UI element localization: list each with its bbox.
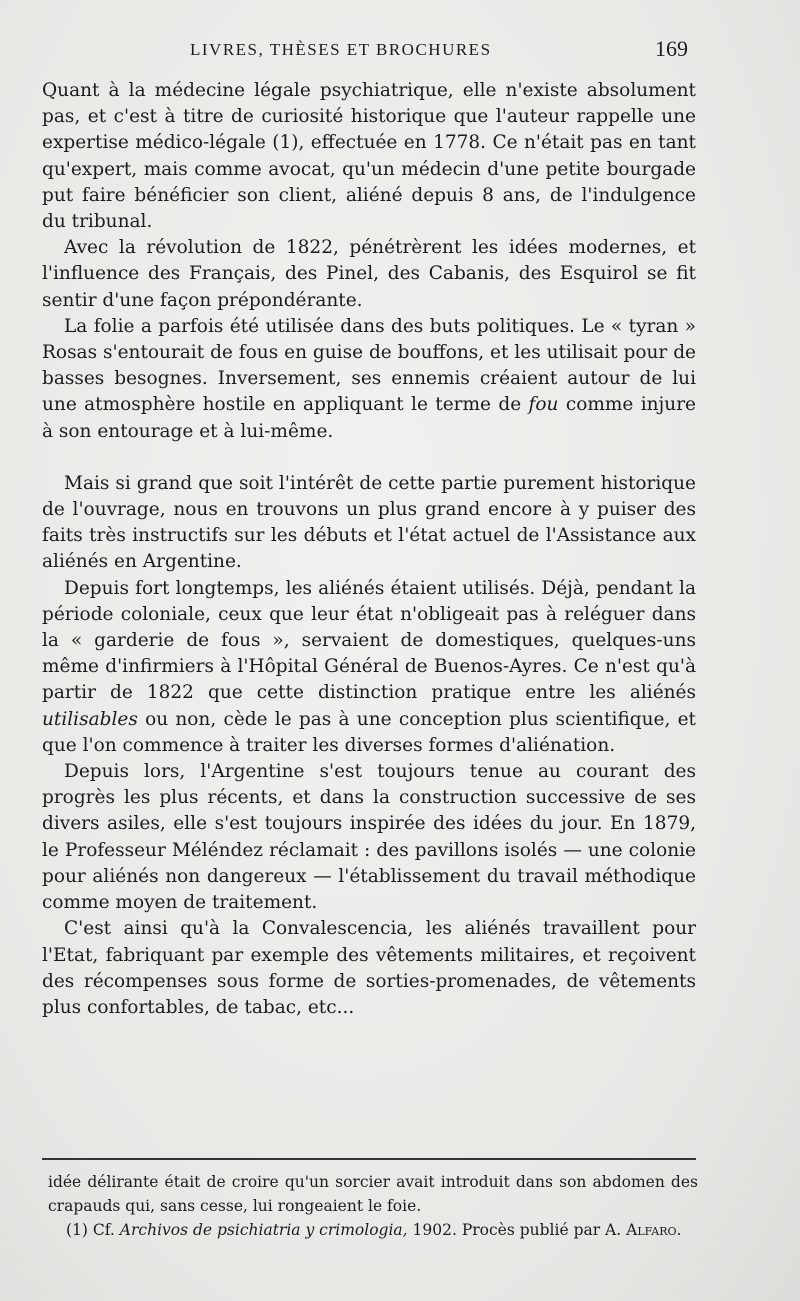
italic-term: utilisables [42, 708, 138, 730]
footnote-marker: (1) Cf. [66, 1221, 115, 1239]
footnote-text: 1902. Procès publié par A. [412, 1221, 622, 1239]
paragraph: Mais si grand que soit l'intérêt de cette partie purement historique de l'ouvrage, nous en trouvons un plus grand encore à y puiser des faits très instructifs sur les débuts et l'état actuel de l'Assistance aux aliénés en Argentine. [42, 472, 696, 573]
paragraph: C'est ainsi qu'à la Convalescencia, les aliénés travaillent pour l'Etat, fabriquant par exemple des vêtements militaires, et reçoivent des récompenses sous forme de sorties-promenades, de vêtements plus confortables, de tabac, etc... [42, 918, 696, 1018]
footnotes [48, 1170, 698, 1242]
footnote-continued: idée délirante était de croire qu'un sorcier avait introduit dans son abdomen des crapauds qui, sans cesse, lui rongeaient le foie. [48, 1173, 698, 1215]
paragraph: Depuis lors, l'Argentine s'est toujours tenue au courant des progrès les plus récents, et dans la construction successive de ses divers asiles, elle s'est toujours inspirée des idées du jour. En 1879, le Professeur Méléndez réclamait : des pavillons isolés — une colonie pour aliénés non dangereux — l'établissement du travail méthodique comme moyen de traitement. [42, 761, 696, 914]
footnote-title: Archivos de psichiatria y crimologia, [119, 1221, 408, 1239]
paragraph-text: Depuis fort longtemps, les aliénés étaient utilisés. Déjà, pendant la période coloniale, ceux que leur état n'obligeait pas à reléguer dans la « garderie de fous », servaient de domestiques, quelques-uns même d'infirmiers à l'Hôpital Général de Buenos-Ayres. Ce n'est qu'à partir de 1822 que cette distinction pratique entre les aliénés [42, 577, 696, 704]
paragraph [42, 314, 696, 445]
footnote-divider [42, 1158, 696, 1160]
italic-term: fou [528, 394, 559, 416]
paragraph [42, 576, 696, 759]
paragraph: Avec la révolution de 1822, pénétrèrent les idées modernes, et l'influence des Français, des Pinel, des Cabanis, des Esquirol se fit sentir d'une façon prépondérante. [42, 237, 696, 311]
footnote-author: Alfaro. [626, 1221, 682, 1239]
paragraph-text: La folie a parfois été utilisée dans des buts politiques. Le « tyran » Rosas s'entourait de fous en guise de bouffons, et les utilisait pour de basses besognes. Inversement, ses ennemis créaient autour de lui une atmosphère hostile en appliquant le terme de [42, 315, 696, 416]
running-title: LIVRES, THÈSES ET BROCHURES [190, 40, 492, 59]
paragraph-text: comme injure à son entourage et à lui-même. [42, 394, 697, 442]
page-number: 169 [655, 36, 688, 61]
page-header [190, 36, 700, 66]
body-text [42, 78, 696, 1021]
paragraph-text: ou non, cède le pas à une conception plus scientifique, et que l'on commence à traiter les diverses formes d'aliénation. [42, 708, 696, 756]
footnote-1 [48, 1218, 698, 1242]
paragraph: Quant à la médecine légale psychiatrique, elle n'existe absolument pas, et c'est à titre de curiosité historique que l'auteur rappelle une expertise médico-légale (1), effectuée en 1778. Ce n'était pas en tant qu'expert, mais comme avocat, qu'un médecin d'une petite bourgade put faire bénéficier son client, aliéné depuis 8 ans, de l'indulgence du tribunal. [42, 80, 696, 233]
